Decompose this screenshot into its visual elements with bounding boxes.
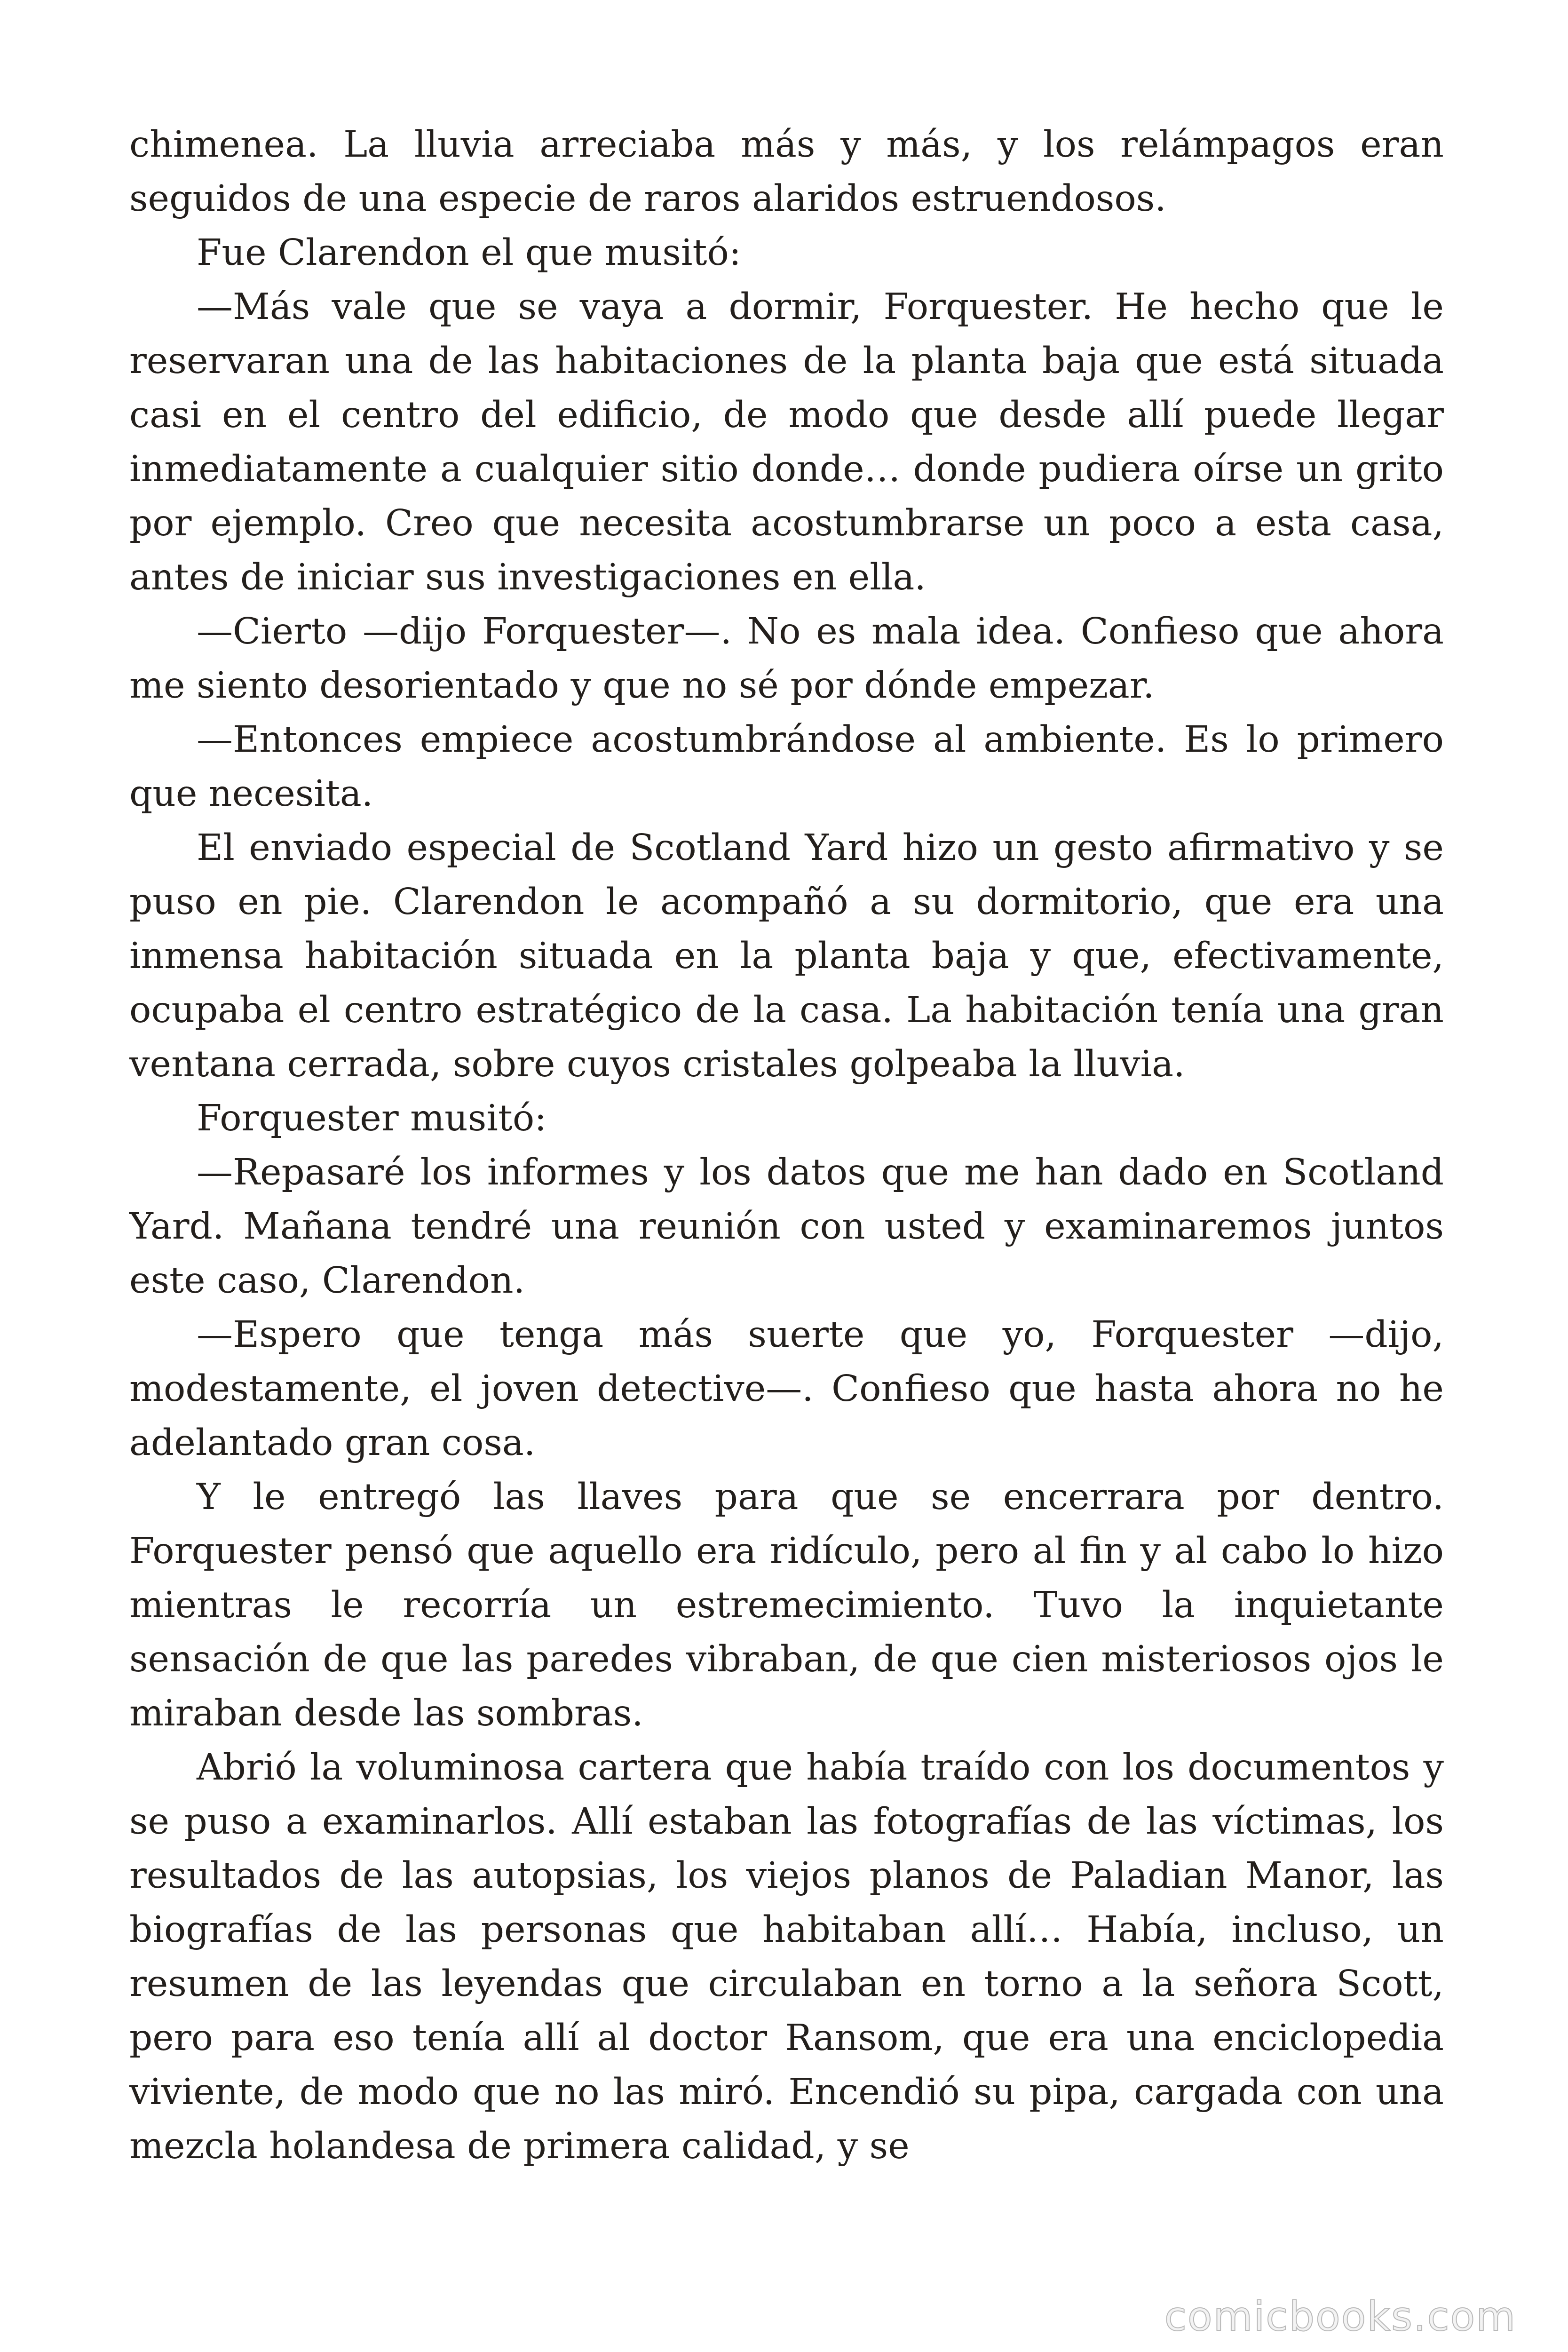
paragraph: —Cierto —dijo Forquester—. No es mala idea. Confieso que ahora me siento desorientado y que no sé por dónde empezar.: [129, 611, 1444, 707]
paragraph: —Entonces empiece acostumbrándose al ambiente. Es lo primero que necesita.: [129, 719, 1444, 815]
paragraph: —Espero que tenga más suerte que yo, Forquester —dijo, modestamente, el joven detective—. Confieso que hasta ahora no he adelantado gran cosa.: [129, 1314, 1444, 1464]
paragraph: Fue Clarendon el que musitó:: [197, 232, 741, 274]
paragraph: chimenea. La lluvia arreciaba más y más, y los relámpagos eran seguidos de una especie de raros alaridos estruendosos.: [129, 124, 1444, 220]
paragraph: Forquester musitó:: [197, 1097, 547, 1139]
paragraph: El enviado especial de Scotland Yard hizo un gesto afirmativo y se puso en pie. Clarendon le acompañó a su dormitorio, que era una inmensa habitación situada en la planta baja y que, efectivamente, ocupaba el centro estratégico de la casa. La habitación tenía una gran ventana cerrada, sobre cuyos cristales golpeaba la lluvia.: [129, 827, 1444, 1085]
paragraph: Y le entregó las llaves para que se encerrara por dentro. Forquester pensó que aquello era ridículo, pero al fin y al cabo lo hizo mientras le recorría un estremecimiento. Tuvo la inquietante sensación de que las paredes vibraban, de que cien misteriosos ojos le miraban desde las sombras.: [129, 1476, 1444, 1734]
page-text: [129, 118, 1444, 2173]
watermark-text: comicbooks.com: [1164, 2293, 1516, 2340]
paragraph: Abrió la voluminosa cartera que había traído con los documentos y se puso a examinarlos. Allí estaban las fotografías de las víctimas, los resultados de las autopsias, los viejos planos de Paladian Manor, las biografías de las personas que habitaban allí… Había, incluso, un resumen de las leyendas que circulaban en torno a la señora Scott, pero para eso tenía allí al doctor Ransom, que era una enciclopedia viviente, de modo que no las miró. Encendió su pipa, cargada con una mezcla holandesa de primera calidad, y se: [129, 1747, 1444, 2167]
paragraph: —Repasaré los informes y los datos que me han dado en Scotland Yard. Mañana tendré una reunión con usted y examinaremos juntos este caso, Clarendon.: [129, 1152, 1444, 1302]
paragraph: —Más vale que se vaya a dormir, Forquester. He hecho que le reservaran una de las habitaciones de la planta baja que está situada casi en el centro del edificio, de modo que desde allí puede llegar inmediatamente a cualquier sitio donde… donde pudiera oírse un grito por ejemplo. Creo que necesita acostumbrarse un poco a esta casa, antes de iniciar sus investigaciones en ella.: [129, 286, 1444, 598]
